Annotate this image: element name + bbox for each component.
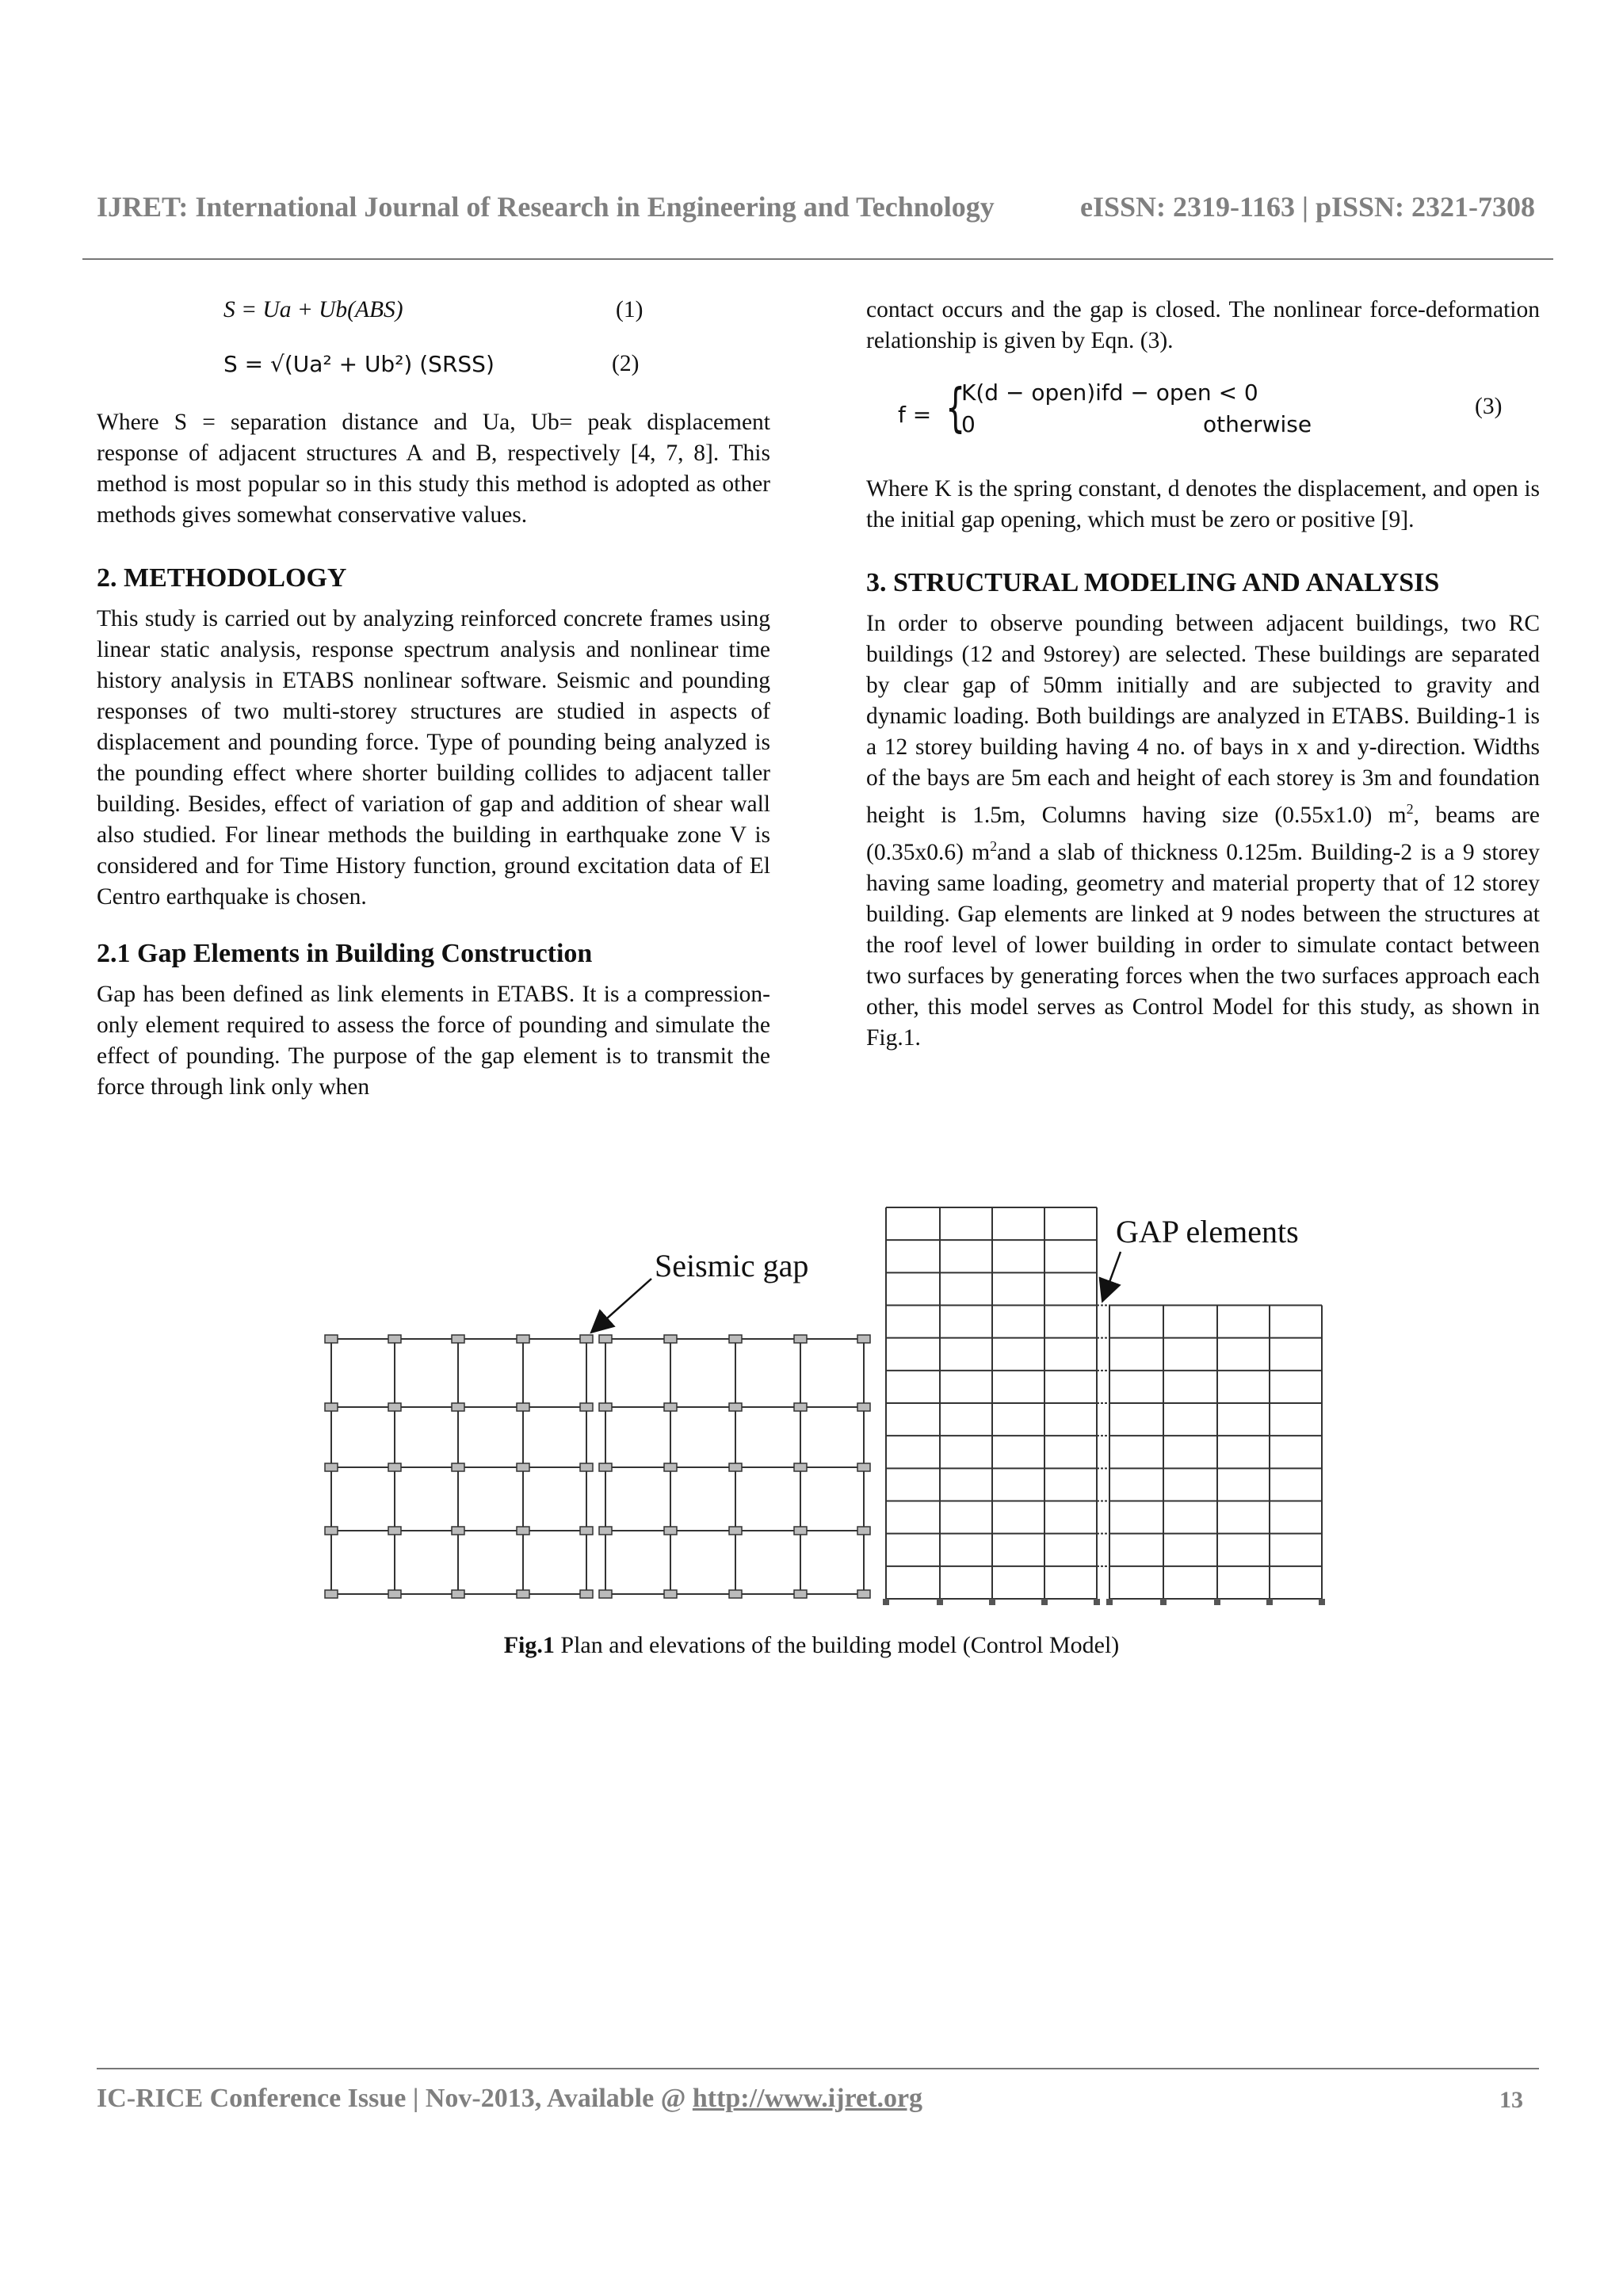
page-number: 13 <box>1499 2087 1523 2113</box>
equation-2-number: (2) <box>612 351 640 376</box>
elevation-support <box>1160 1599 1167 1605</box>
gap-element-links <box>1097 1306 1109 1566</box>
plan-column-node <box>857 1403 870 1411</box>
plan-column-node <box>857 1590 870 1598</box>
plan-column-node <box>794 1403 807 1411</box>
equation-3-lhs: f = <box>898 402 932 428</box>
plan-column-node <box>599 1590 612 1598</box>
plan-column-node <box>325 1403 338 1411</box>
seismic-gap-arrow <box>593 1279 651 1331</box>
elevation-support <box>1106 1599 1113 1605</box>
plan-column-node <box>325 1590 338 1598</box>
plan-column-node <box>517 1403 529 1411</box>
equation-3-case-1: K(d − open)ifd − open < 0 <box>961 379 1258 406</box>
plan-column-node <box>599 1403 612 1411</box>
paragraph-k: Where K is the spring constant, d denotes the displacement, and open is the initial gap opening, which must be zero or positive [9]. <box>866 476 1540 532</box>
journal-name: IJRET: International Journal of Research in Engineering and Technology <box>97 191 995 223</box>
plan-column-node <box>325 1335 338 1343</box>
equation-3-case-2-value: 0 <box>961 411 976 437</box>
right-column <box>866 295 1540 1054</box>
equation-3-case-2-condition: otherwise <box>1203 411 1312 437</box>
elevation-support <box>883 1599 889 1605</box>
elevation-support <box>1266 1599 1273 1605</box>
elevation-support <box>1094 1599 1100 1605</box>
plan-column-node <box>388 1403 401 1411</box>
equation-1 <box>97 295 770 341</box>
gap-elements-arrow <box>1103 1252 1121 1299</box>
plan-column-node <box>580 1527 593 1535</box>
footer-rule <box>97 2068 1539 2069</box>
plan-column-node <box>664 1463 677 1471</box>
plan-column-node <box>388 1527 401 1535</box>
plan-column-node <box>599 1335 612 1343</box>
footer-link[interactable]: http://www.ijret.org <box>692 2084 923 2113</box>
plan-column-node <box>794 1590 807 1598</box>
paragraph-contact: contact occurs and the gap is closed. The nonlinear force-deformation relationship is given by Eqn. (3). <box>866 297 1540 353</box>
section-3-text: In order to observe pounding between adjacent buildings, two RC buildings (12 and 9storey) are selected. These buildings are separated by clear gap of 50mm initially and are subjected to gravity and dynamic loading. Both buildings are analyzed in ETABS. Building-1 is a 12 storey building having 4 no. of bays in x and y-direction. Widths of the bays are 5m each and height of each storey is 3m and foundation height is 1.5m, Columns having size (0.55x1.0) $m^2$, beams are (0.35x0.6) $m^2and$ a slab of thickness 0.125m. Building-2 is a 9 storey having same loading, geometry and material property that of 12 storey building. Gap elements are linked at 9 nodes between the structures at the roof level of lower building in order to simulate contact between two surfaces by generating forces when the two surfaces approach each other, this model serves as Control Model for this study, as shown in Fig.1. <box>866 611 1540 1051</box>
plan-column-node <box>857 1335 870 1343</box>
plan-column-node <box>388 1463 401 1471</box>
plan-column-node <box>517 1463 529 1471</box>
plan-column-node <box>452 1527 464 1535</box>
elevation-12-storey <box>883 1207 1100 1605</box>
plan-column-node <box>664 1527 677 1535</box>
elevation-support <box>1319 1599 1325 1605</box>
plan-column-node <box>599 1527 612 1535</box>
section-2-1-heading: 2.1 Gap Elements in Building Construction <box>97 939 593 968</box>
section-2-heading: 2. METHODOLOGY <box>97 563 347 593</box>
figure-caption <box>0 1632 1623 1659</box>
plan-column-node <box>729 1335 742 1343</box>
page-footer <box>97 2084 1523 2114</box>
plan-column-node <box>580 1335 593 1343</box>
equation-2-formula: S = √(Ua² + Ub²) (SRSS) <box>223 351 495 377</box>
elevation-9-storey <box>1106 1306 1325 1606</box>
plan-column-node <box>325 1527 338 1535</box>
plan-column-node <box>599 1463 612 1471</box>
plan-column-node <box>729 1590 742 1598</box>
plan-column-node <box>729 1403 742 1411</box>
section-3-heading: 3. STRUCTURAL MODELING AND ANALYSIS <box>866 568 1440 597</box>
caption-text: Plan and elevations of the building model (Control Model) <box>554 1632 1120 1658</box>
paragraph-where: Where S = separation distance and Ua, Ub= peak displacement response of adjacent structures A and B, respectively [4, 7, 8]. This method is most popular so in this study this method is adopted as other methods gives somewhat conservative values. <box>97 410 770 528</box>
seismic-gap-label: Seismic gap <box>655 1248 809 1283</box>
plan-view <box>325 1335 870 1598</box>
equation-3-number: (3) <box>1475 394 1503 419</box>
elevation-support <box>989 1599 995 1605</box>
equation-3 <box>866 377 1540 466</box>
figure-1 <box>0 1188 1623 1616</box>
plan-column-node <box>517 1590 529 1598</box>
section-2-text: This study is carried out by analyzing reinforced concrete frames using linear static analysis, response spectrum analysis and nonlinear time history analysis in ETABS nonlinear software. Seismic and pounding responses of two multi-storey structures are studied in aspects of displacement and pounding force. Type of pounding being analyzed is the pounding effect where shorter building collides to adjacent taller building. Besides, effect of variation of gap and addition of shear wall also studied. For linear methods the building in earthquake zone V is considered and for Time History function, ground excitation data of El Centro earthquake is chosen. <box>97 606 770 910</box>
plan-column-node <box>580 1463 593 1471</box>
plan-column-node <box>664 1590 677 1598</box>
caption-label: Fig.1 <box>503 1632 555 1658</box>
elevation-support <box>1041 1599 1048 1605</box>
plan-column-node <box>664 1335 677 1343</box>
issn: eISSN: 2319-1163 | pISSN: 2321-7308 <box>1080 191 1535 223</box>
equation-1-number: (1) <box>616 297 643 322</box>
plan-column-node <box>580 1590 593 1598</box>
plan-column-node <box>452 1590 464 1598</box>
plan-column-node <box>452 1335 464 1343</box>
elevation-support <box>937 1599 943 1605</box>
plan-column-node <box>580 1403 593 1411</box>
plan-column-node <box>388 1590 401 1598</box>
running-header <box>97 190 1535 223</box>
footer-text: IC-RICE Conference Issue | Nov-2013, Available @ <box>97 2084 693 2113</box>
plan-column-node <box>517 1335 529 1343</box>
plan-column-node <box>388 1335 401 1343</box>
equation-2 <box>97 345 770 407</box>
plan-column-node <box>794 1463 807 1471</box>
equation-1-formula: S = Ua + Ub(ABS) <box>223 297 403 322</box>
plan-column-node <box>325 1463 338 1471</box>
equation-3-brace: { <box>945 377 966 438</box>
plan-column-node <box>794 1335 807 1343</box>
gap-elements-label: GAP elements <box>1116 1214 1299 1249</box>
plan-column-node <box>857 1463 870 1471</box>
plan-column-node <box>452 1463 464 1471</box>
plan-column-node <box>794 1527 807 1535</box>
building-model-drawing <box>0 1188 1623 1616</box>
left-column <box>97 295 770 1103</box>
header-rule <box>82 258 1553 260</box>
plan-column-node <box>729 1527 742 1535</box>
plan-column-node <box>857 1527 870 1535</box>
plan-column-node <box>664 1403 677 1411</box>
elevation-support <box>1214 1599 1220 1605</box>
plan-column-node <box>517 1527 529 1535</box>
section-2-1-text: Gap has been defined as link elements in ETABS. It is a compression-only element required to assess the force of pounding and simulate the effect of pounding. The purpose of the gap element is to transmit the force through link only when <box>97 982 770 1100</box>
plan-column-node <box>452 1403 464 1411</box>
plan-column-node <box>729 1463 742 1471</box>
